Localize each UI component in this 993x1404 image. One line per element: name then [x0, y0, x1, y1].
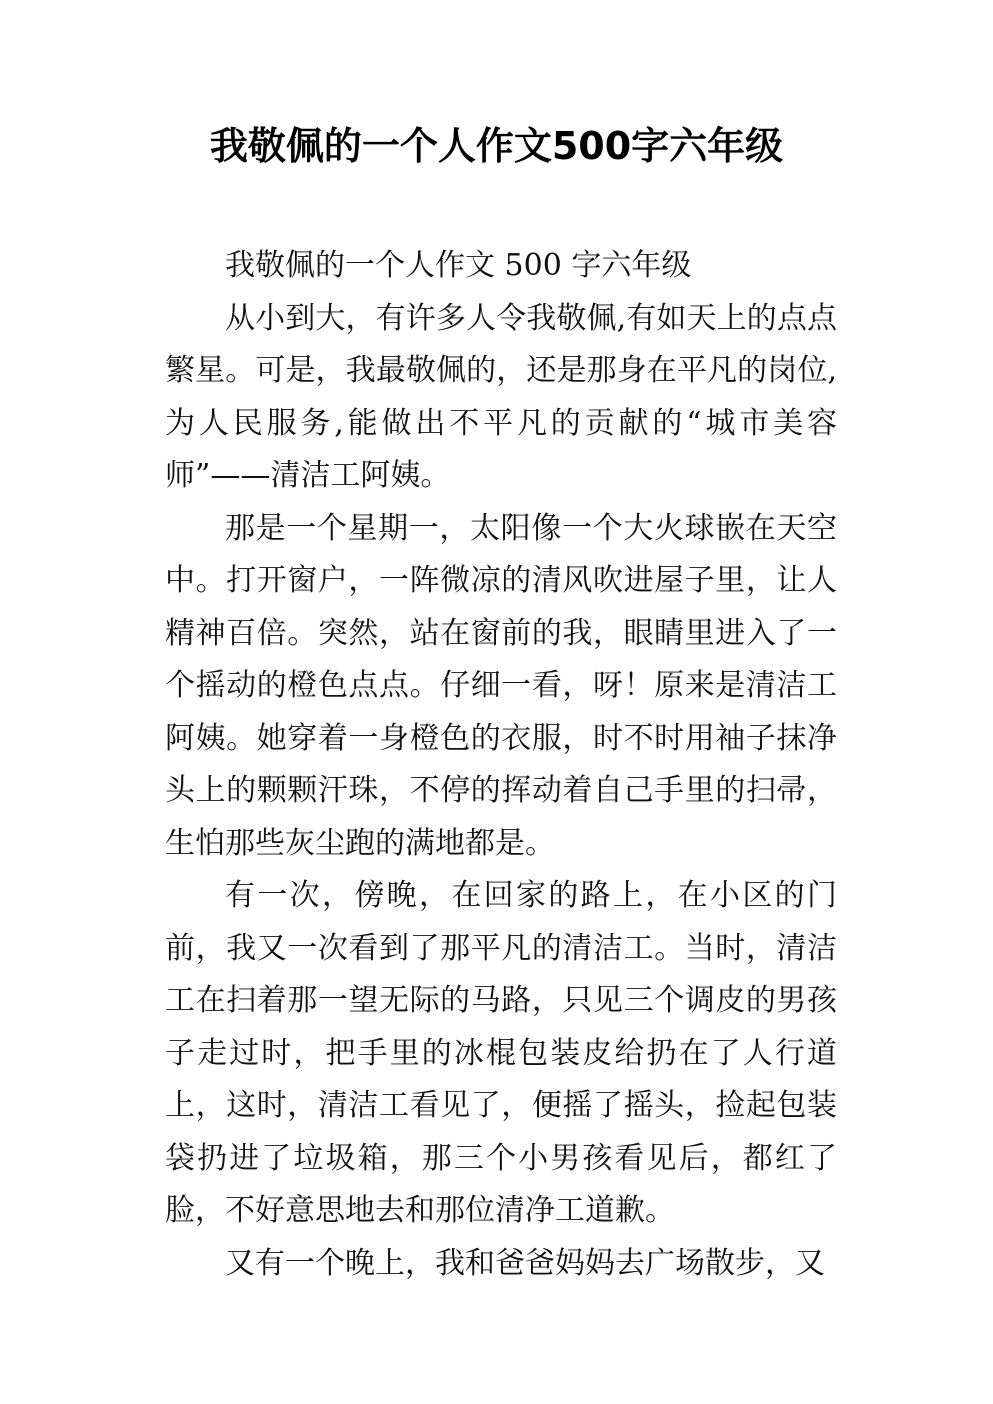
paragraph: 有一次，傍晚，在回家的路上，在小区的门前，我又一次看到了那平凡的清洁工。当时，清洁工在扫着那一望无际的马路，只见三个调皮的男孩子走过时，把手里的冰棍包装皮给扔在了人行道上，这时，清洁工看见了，便摇了摇头，捡起包装袋扔进了垃圾箱，那三个小男孩看见后，都红了脸，不好意思地去和那位清净工道歉。: [165, 878, 837, 1228]
paragraph: 那是一个星期一，太阳像一个大火球嵌在天空中。打开窗户，一阵微凉的清风吹进屋子里，让人精神百倍。突然，站在窗前的我，眼睛里进入了一个摇动的橙色点点。仔细一看，呀！原来是清洁工阿姨。她穿着一身橙色的衣服，时不时用袖子抹净头上的颗颗汗珠，不停的挥动着自己手里的扫帚，生怕那些灰尘跑的满地都是。: [165, 510, 837, 861]
paragraph: 又有一个晚上，我和爸爸妈妈去广场散步，又: [225, 1245, 825, 1281]
document-subtitle: 我敬佩的一个人作文 500 字六年级: [225, 248, 692, 283]
document-body: [165, 240, 837, 1290]
document-title: 我敬佩的一个人作文500字六年级: [209, 124, 784, 168]
paragraph: 从小到大，有许多人令我敬佩,有如天上的点点繁星。可是，我最敬佩的，还是那身在平凡的岗位,为人民服务,能做出不平凡的贡献的“城市美容师”——清洁工阿姨。: [165, 300, 837, 493]
